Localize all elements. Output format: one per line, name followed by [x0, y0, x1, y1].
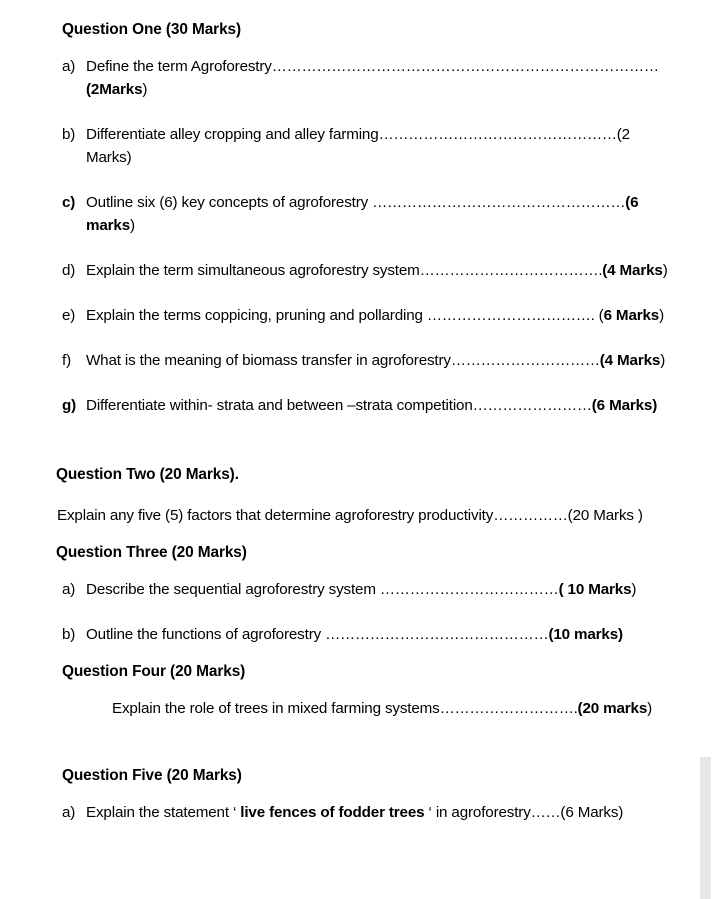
marks-paren: ): [660, 352, 666, 369]
marks-label-wrap: rks: [624, 700, 648, 717]
marks-paren: ): [652, 397, 658, 414]
list-item-text: [86, 304, 678, 327]
list-item-q5-a: [62, 801, 712, 824]
marks-label: (20 M: [567, 507, 606, 524]
list-item-q3-b: [62, 623, 712, 646]
marks-label: (6 Mark: [560, 804, 611, 821]
marks-label: (4 M: [602, 262, 633, 279]
list-marker-c: c): [62, 194, 76, 211]
dot-leader: ………………………………: [379, 581, 559, 598]
marks-label: ( 10 Mark: [558, 581, 624, 598]
marks-paren: ): [647, 700, 653, 717]
item-text-pre: Explain the statement ‘: [86, 804, 241, 821]
list-marker-a: a): [62, 58, 76, 75]
marks-label-wrap: arks: [628, 307, 660, 324]
list-item-q1-c: [62, 191, 712, 237]
list-marker-f: f): [62, 352, 71, 369]
list-item-q1-a: [62, 55, 712, 101]
vertical-scrollbar[interactable]: [699, 0, 712, 899]
marks-label: (6: [591, 397, 605, 414]
marks-label-wrap: Marks: [609, 397, 653, 414]
paragraph-q2: [10, 504, 712, 527]
marks-label-wrap: arks): [98, 149, 132, 166]
heading-question-two: Question Two (20 Marks).: [56, 466, 239, 483]
dot-leader: ……………………: [472, 397, 592, 414]
item-text: Outline the functions of agroforestry: [86, 626, 326, 643]
item-text: Describe the sequential agroforestry system: [86, 581, 380, 598]
dot-leader: ……………………………………………………………………: [271, 58, 659, 75]
marks-label: (10 marks): [548, 626, 623, 643]
heading-question-three: Question Three (20 Marks): [56, 544, 247, 561]
list-marker-b: b): [62, 126, 76, 143]
marks-label-wrap: s: [623, 581, 632, 598]
list-marker-a: a): [62, 581, 76, 598]
list-item-text: [86, 349, 676, 372]
list-marker-a: a): [62, 804, 76, 821]
list-marker-g: g): [62, 397, 77, 414]
item-text: What is the meaning of biomass transfer in agroforestry: [86, 352, 451, 369]
marks-paren: ): [662, 262, 668, 279]
marks-label: (2Mark: [86, 81, 135, 98]
scrollbar-thumb[interactable]: [700, 757, 711, 899]
list-item-text: [86, 578, 678, 601]
item-text-post: ‘ in agroforestry: [424, 804, 531, 821]
dot-leader: …………………………….: [426, 307, 595, 324]
heading-question-one: Question One (30 Marks): [62, 21, 242, 38]
item-text: Differentiate alley cropping and alley farming: [86, 126, 379, 143]
list-item-q1-d: [62, 259, 712, 282]
dot-leader: ……………………….: [439, 700, 578, 717]
emphasised-phrase: live fences of fodder trees: [240, 804, 425, 821]
heading-question-four: Question Four (20 Marks): [62, 663, 246, 680]
list-marker-b: b): [62, 626, 76, 643]
list-marker-e: e): [62, 307, 76, 324]
list-item-text: [86, 259, 678, 282]
marks-label: (4: [599, 352, 613, 369]
marks-label: (2 M: [86, 126, 630, 166]
list-item-text: [86, 394, 676, 417]
item-text: Define the term Agroforestry: [86, 58, 272, 75]
list-item-text: [86, 623, 668, 646]
heading-question-five: Question Five (20 Marks): [62, 767, 242, 784]
list-marker-d: d): [62, 262, 76, 279]
paragraph-q4: [112, 697, 712, 720]
list-item-q1-g: [62, 394, 712, 417]
marks-label-wrap: s: [134, 81, 143, 98]
dot-leader: ………………………………………: [325, 626, 549, 643]
list-item-text: [86, 801, 676, 824]
dot-leader: ……………………………….: [419, 262, 603, 279]
paragraph-text: Explain any five (5) factors that determine agroforestry productivity: [57, 507, 494, 524]
item-text: Explain the term simultaneous agroforestry system: [86, 262, 420, 279]
item-text: Explain the terms coppicing, pruning and pollarding: [86, 307, 427, 324]
list-item-text: [86, 123, 678, 169]
paragraph-text: Explain the role of trees in mixed farming systems: [112, 700, 440, 717]
item-text: Differentiate within- strata and between –strata competition: [86, 397, 473, 414]
marks-label: 6 M: [603, 307, 629, 324]
dot-leader: ……: [530, 804, 561, 821]
marks-label-wrap: arks ): [605, 507, 643, 524]
dot-leader: …………………………………………: [378, 126, 617, 143]
marks-paren: ): [130, 217, 135, 234]
dot-leader: ……………: [493, 507, 568, 524]
marks-paren-open: (: [594, 307, 604, 324]
marks-label-wrap: s): [610, 804, 624, 821]
list-item-q1-f: [62, 349, 712, 372]
marks-label: (6 m: [86, 194, 639, 234]
list-item-text: [86, 55, 678, 101]
marks-label: (20 ma: [577, 700, 625, 717]
marks-label-wrap: arks: [632, 262, 663, 279]
list-item-q1-b: [62, 123, 712, 169]
list-item-q3-a: [62, 578, 712, 601]
marks-paren: ): [659, 307, 665, 324]
list-item-q1-e: [62, 304, 712, 327]
marks-paren: ): [142, 81, 148, 98]
dot-leader: …………………………: [450, 352, 600, 369]
dot-leader: ……………………………………………: [372, 194, 626, 211]
item-text: Outline six (6) key concepts of agroforestry: [86, 194, 373, 211]
marks-label-wrap: arks: [99, 217, 131, 234]
list-item-text: [86, 191, 678, 237]
marks-label-wrap: Marks: [617, 352, 661, 369]
marks-paren: ): [631, 581, 637, 598]
